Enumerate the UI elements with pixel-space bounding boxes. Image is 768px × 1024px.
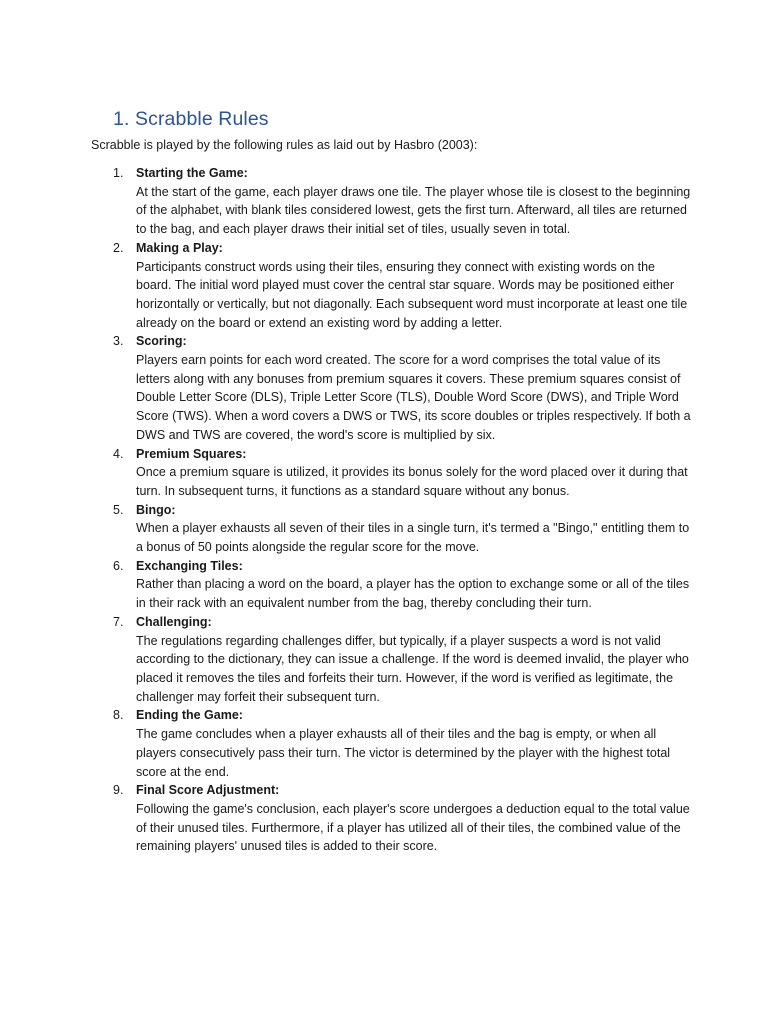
rule-text: Rather than placing a word on the board, a player has the option to exchange some or all of the tiles in their rack with an equivalent number from the bag, thereby concluding their turn.	[136, 577, 690, 611]
rule-number: 5.	[113, 502, 124, 517]
rule-title: Ending the Game:	[136, 708, 243, 723]
rules-list	[91, 164, 691, 856]
rule-number: 3.	[113, 334, 124, 349]
rule-item	[91, 239, 691, 333]
rule-title: Bingo:	[136, 502, 176, 517]
rule-item	[91, 164, 691, 239]
rule-number: 1.	[113, 166, 124, 180]
rule-title: Making a Play:	[136, 240, 223, 255]
rule-number: 8.	[113, 708, 124, 723]
rule-text: At the start of the game, each player draws one tile. The player whose tile is closest to the beginning of the alphabet, with blank tiles considered lowest, gets the first turn. Afterward, all tiles are returned to the bag, and each player draws their initial set of tiles, usually seven in total.	[136, 184, 691, 237]
rule-title: Final Score Adjustment:	[136, 783, 280, 798]
rule-number: 9.	[113, 783, 124, 798]
rule-title: Scoring:	[136, 334, 187, 349]
rule-text: Players earn points for each word created. The score for a word comprises the total value of its letters along with any bonuses from premium squares it covers. These premium squares consist of Double Letter Score (DLS), Triple Letter Score (TLS), Double Word Score (DWS), and Triple Word Score (TWS). When a word covers a DWS or TWS, its score doubles or triples respectively. If both a DWS and TWS are covered, the word's score is multiplied by six.	[136, 353, 691, 442]
rule-number: 2.	[113, 240, 124, 255]
rule-item	[91, 557, 691, 613]
rule-text: Participants construct words using their tiles, ensuring they connect with existing words on the board. The initial word played must cover the central star square. Words may be positioned either horizontally or vertically, but not diagonally. Each subsequent word must incorporate at least one tile already on the board or extend an existing word by adding a letter.	[136, 259, 688, 330]
rule-item	[91, 501, 691, 557]
rule-item	[91, 706, 691, 781]
rule-title: Starting the Game:	[136, 166, 248, 180]
rule-number: 4.	[113, 446, 124, 461]
rule-item	[91, 332, 691, 444]
rule-number: 7.	[113, 614, 124, 629]
rule-text: The game concludes when a player exhausts all of their tiles and the bag is empty, or when all players consecutively pass their turn. The victor is determined by the player with the highest total score at the end.	[136, 727, 671, 779]
intro-paragraph: Scrabble is played by the following rules as laid out by Hasbro (2003):	[91, 138, 478, 152]
rule-text: Following the game's conclusion, each player's score undergoes a deduction equal to the total value of their unused tiles. Furthermore, if a player has utilized all of their tiles, the combined value of the remaining players' unused tiles is added to their score.	[136, 801, 690, 854]
rule-title: Challenging:	[136, 614, 212, 629]
section-title: Scrabble Rules	[135, 108, 269, 130]
rule-item	[91, 781, 691, 856]
rule-text: Once a premium square is utilized, it provides its bonus solely for the word placed over it during that turn. In subsequent turns, it functions as a standard square without any bonus.	[136, 465, 688, 498]
rule-text: The regulations regarding challenges differ, but typically, if a player suspects a word is not valid according to the dictionary, they can issue a challenge. If the word is deemed invalid, the player who placed it removes the tiles and forfeits their turn. However, if the word is verified as legitimate, the challenger may forfeit their subsequent turn.	[136, 633, 689, 704]
rule-number: 6.	[113, 558, 124, 573]
section-number: 1.	[113, 108, 130, 130]
rule-title: Premium Squares:	[136, 446, 247, 461]
rule-item	[91, 613, 691, 707]
rule-title: Exchanging Tiles:	[136, 558, 243, 573]
rule-item	[91, 445, 691, 501]
rule-text: When a player exhausts all seven of their tiles in a single turn, it's termed a "Bingo," entitling them to a bonus of 50 points alongside the regular score for the move.	[136, 521, 690, 555]
section-heading	[113, 108, 269, 131]
